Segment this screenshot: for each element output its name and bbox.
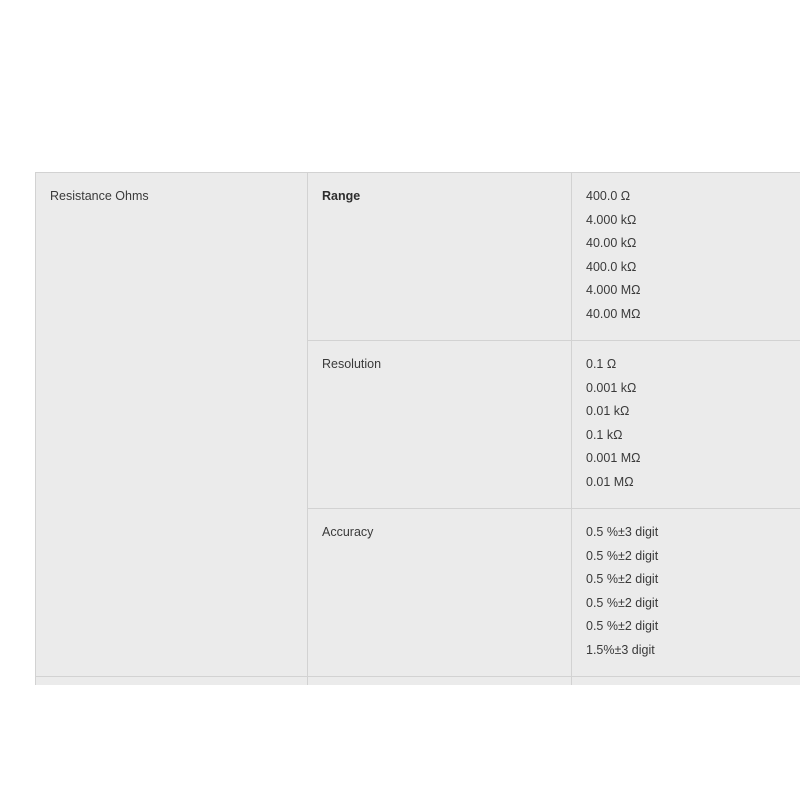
- value-line: 400.0 kΩ: [586, 259, 637, 274]
- table-row: [36, 173, 800, 341]
- value-line: 1.5%±3 digit: [586, 642, 655, 657]
- specification-table: [35, 172, 800, 685]
- row-label-text: Resolution: [322, 357, 382, 371]
- value-line: 0.5 %±3 digit: [586, 525, 659, 539]
- row-label-resolution: [308, 341, 572, 509]
- value-line: 0.5 %±2 digit: [586, 572, 659, 586]
- value-line: 0.5 %±2 digit: [586, 619, 659, 633]
- row-label-text: Range: [322, 189, 361, 203]
- row-label-accuracy: [308, 509, 572, 677]
- tail-cell-category: [36, 677, 308, 686]
- tail-cell-values: [572, 677, 800, 686]
- value-line: 0.5 %±2 digit: [586, 548, 659, 563]
- table-body: [36, 173, 800, 686]
- category-cell: Resistance Ohms: [36, 173, 308, 677]
- value-line: 400.0 Ω: [586, 189, 631, 203]
- value-line: 0.01 kΩ: [586, 404, 630, 418]
- tail-cell-label: [308, 677, 572, 686]
- row-label-text: Accuracy: [322, 525, 374, 539]
- row-label-range: [308, 173, 572, 341]
- value-line: 0.001 kΩ: [586, 380, 637, 395]
- value-line: 40.00 MΩ: [586, 306, 641, 321]
- table-row-truncated: [36, 677, 800, 686]
- value-line: 0.1 Ω: [586, 357, 617, 371]
- value-line: 4.000 kΩ: [586, 212, 637, 227]
- row-values-resolution: [572, 341, 800, 509]
- value-line: 4.000 MΩ: [586, 283, 641, 297]
- row-values-range: [572, 173, 800, 341]
- row-values-accuracy: [572, 509, 800, 677]
- value-line: 0.001 MΩ: [586, 451, 641, 465]
- value-line: 0.01 MΩ: [586, 474, 634, 489]
- value-line: 0.5 %±2 digit: [586, 595, 659, 610]
- value-line: 0.1 kΩ: [586, 427, 623, 442]
- value-line: 40.00 kΩ: [586, 236, 637, 250]
